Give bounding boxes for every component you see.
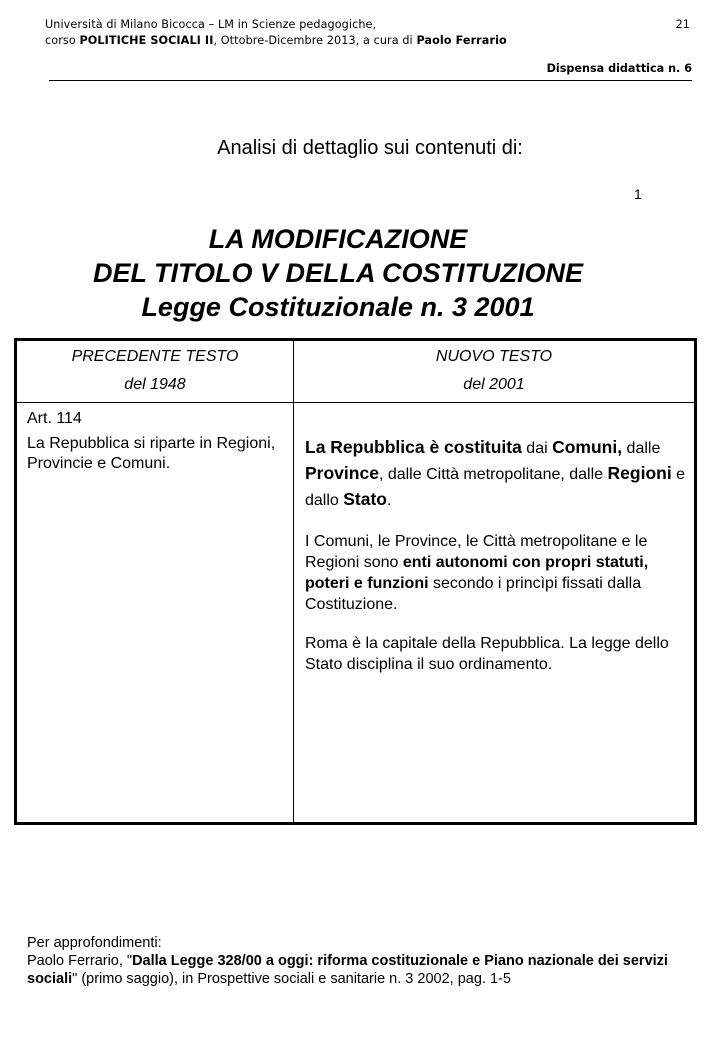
text: I Comuni, le Province, le Città metropolitane e le Regioni sono bbox=[305, 533, 648, 571]
header-new-line2: del 2001 bbox=[463, 376, 525, 393]
reference-title: Dalla Legge 328/00 a oggi: riforma costituzionale e Piano nazionale dei servizi sociali bbox=[27, 953, 668, 987]
title-line-1: LA MODIFICAZIONE bbox=[208, 224, 468, 254]
header-course-period: , Ottobre-Dicembre 2013, a cura di bbox=[213, 34, 417, 47]
header-course-prefix: corso bbox=[45, 34, 80, 47]
text: e dallo bbox=[305, 466, 686, 509]
footnote-mark: 1 bbox=[634, 186, 642, 202]
header-old-line2: del 1948 bbox=[124, 376, 186, 393]
reference-source: " (primo saggio), in Prospettive sociali e sanitarie n. 3 2002, pag. 1-5 bbox=[72, 971, 511, 987]
new-text-cell bbox=[294, 403, 696, 824]
dispensa-label: Dispensa didattica n. 6 bbox=[546, 62, 692, 75]
reference-citation bbox=[27, 952, 707, 988]
new-paragraph-3: Roma è la capitale della Repubblica. La legge dello Stato disciplina il suo ordinamento. bbox=[305, 635, 669, 673]
new-paragraph-1 bbox=[305, 435, 686, 513]
old-article-text: La Repubblica si riparte in Regioni, Provincie e Comuni. bbox=[27, 435, 276, 472]
table-header-row bbox=[16, 340, 696, 403]
reference-note bbox=[27, 934, 707, 988]
new-paragraph-2 bbox=[305, 531, 686, 615]
emphasis: La Repubblica è costituita bbox=[305, 437, 522, 457]
header-university: Università di Milano Bicocca – LM in Scienze pedagogiche, bbox=[45, 18, 377, 31]
old-text-cell bbox=[16, 403, 294, 824]
text: dalle bbox=[622, 440, 661, 457]
article-number: Art. 114 bbox=[27, 410, 82, 427]
emphasis: Comuni, bbox=[552, 437, 623, 457]
text: dai bbox=[521, 440, 553, 457]
emphasis: Stato bbox=[343, 489, 387, 509]
text: secondo i princìpi fissati dalla Costituzione. bbox=[305, 575, 642, 613]
emphasis: Province bbox=[305, 463, 379, 483]
intro-heading: Analisi di dettaglio sui contenuti di: bbox=[217, 137, 523, 159]
emphasis: enti autonomi con propri statuti, poteri e funzioni bbox=[305, 554, 649, 592]
header-new-text bbox=[294, 340, 696, 403]
title-line-2: DEL TITOLO V DELLA COSTITUZIONE bbox=[92, 258, 583, 288]
page-number: 21 bbox=[675, 18, 690, 31]
text: . bbox=[387, 492, 392, 509]
page-header bbox=[45, 17, 690, 49]
header-new-line1: NUOVO TESTO bbox=[435, 348, 553, 365]
header-old-text bbox=[16, 340, 294, 403]
header-course-name: POLITICHE SOCIALI II bbox=[79, 34, 214, 47]
document-title bbox=[0, 222, 676, 324]
header-author: Paolo Ferrario bbox=[416, 34, 507, 47]
reference-author: Paolo Ferrario, " bbox=[27, 953, 133, 969]
header-old-line1: PRECEDENTE TESTO bbox=[71, 348, 239, 365]
text: , dalle Città metropolitane, dalle bbox=[378, 466, 608, 483]
header-divider bbox=[49, 80, 692, 81]
reference-label: Per approfondimenti: bbox=[27, 935, 162, 951]
table-row bbox=[16, 403, 696, 824]
comparison-table bbox=[14, 338, 697, 825]
title-line-3: Legge Costituzionale n. 3 2001 bbox=[141, 292, 535, 322]
header-course bbox=[45, 33, 690, 49]
emphasis: Regioni bbox=[607, 463, 672, 483]
